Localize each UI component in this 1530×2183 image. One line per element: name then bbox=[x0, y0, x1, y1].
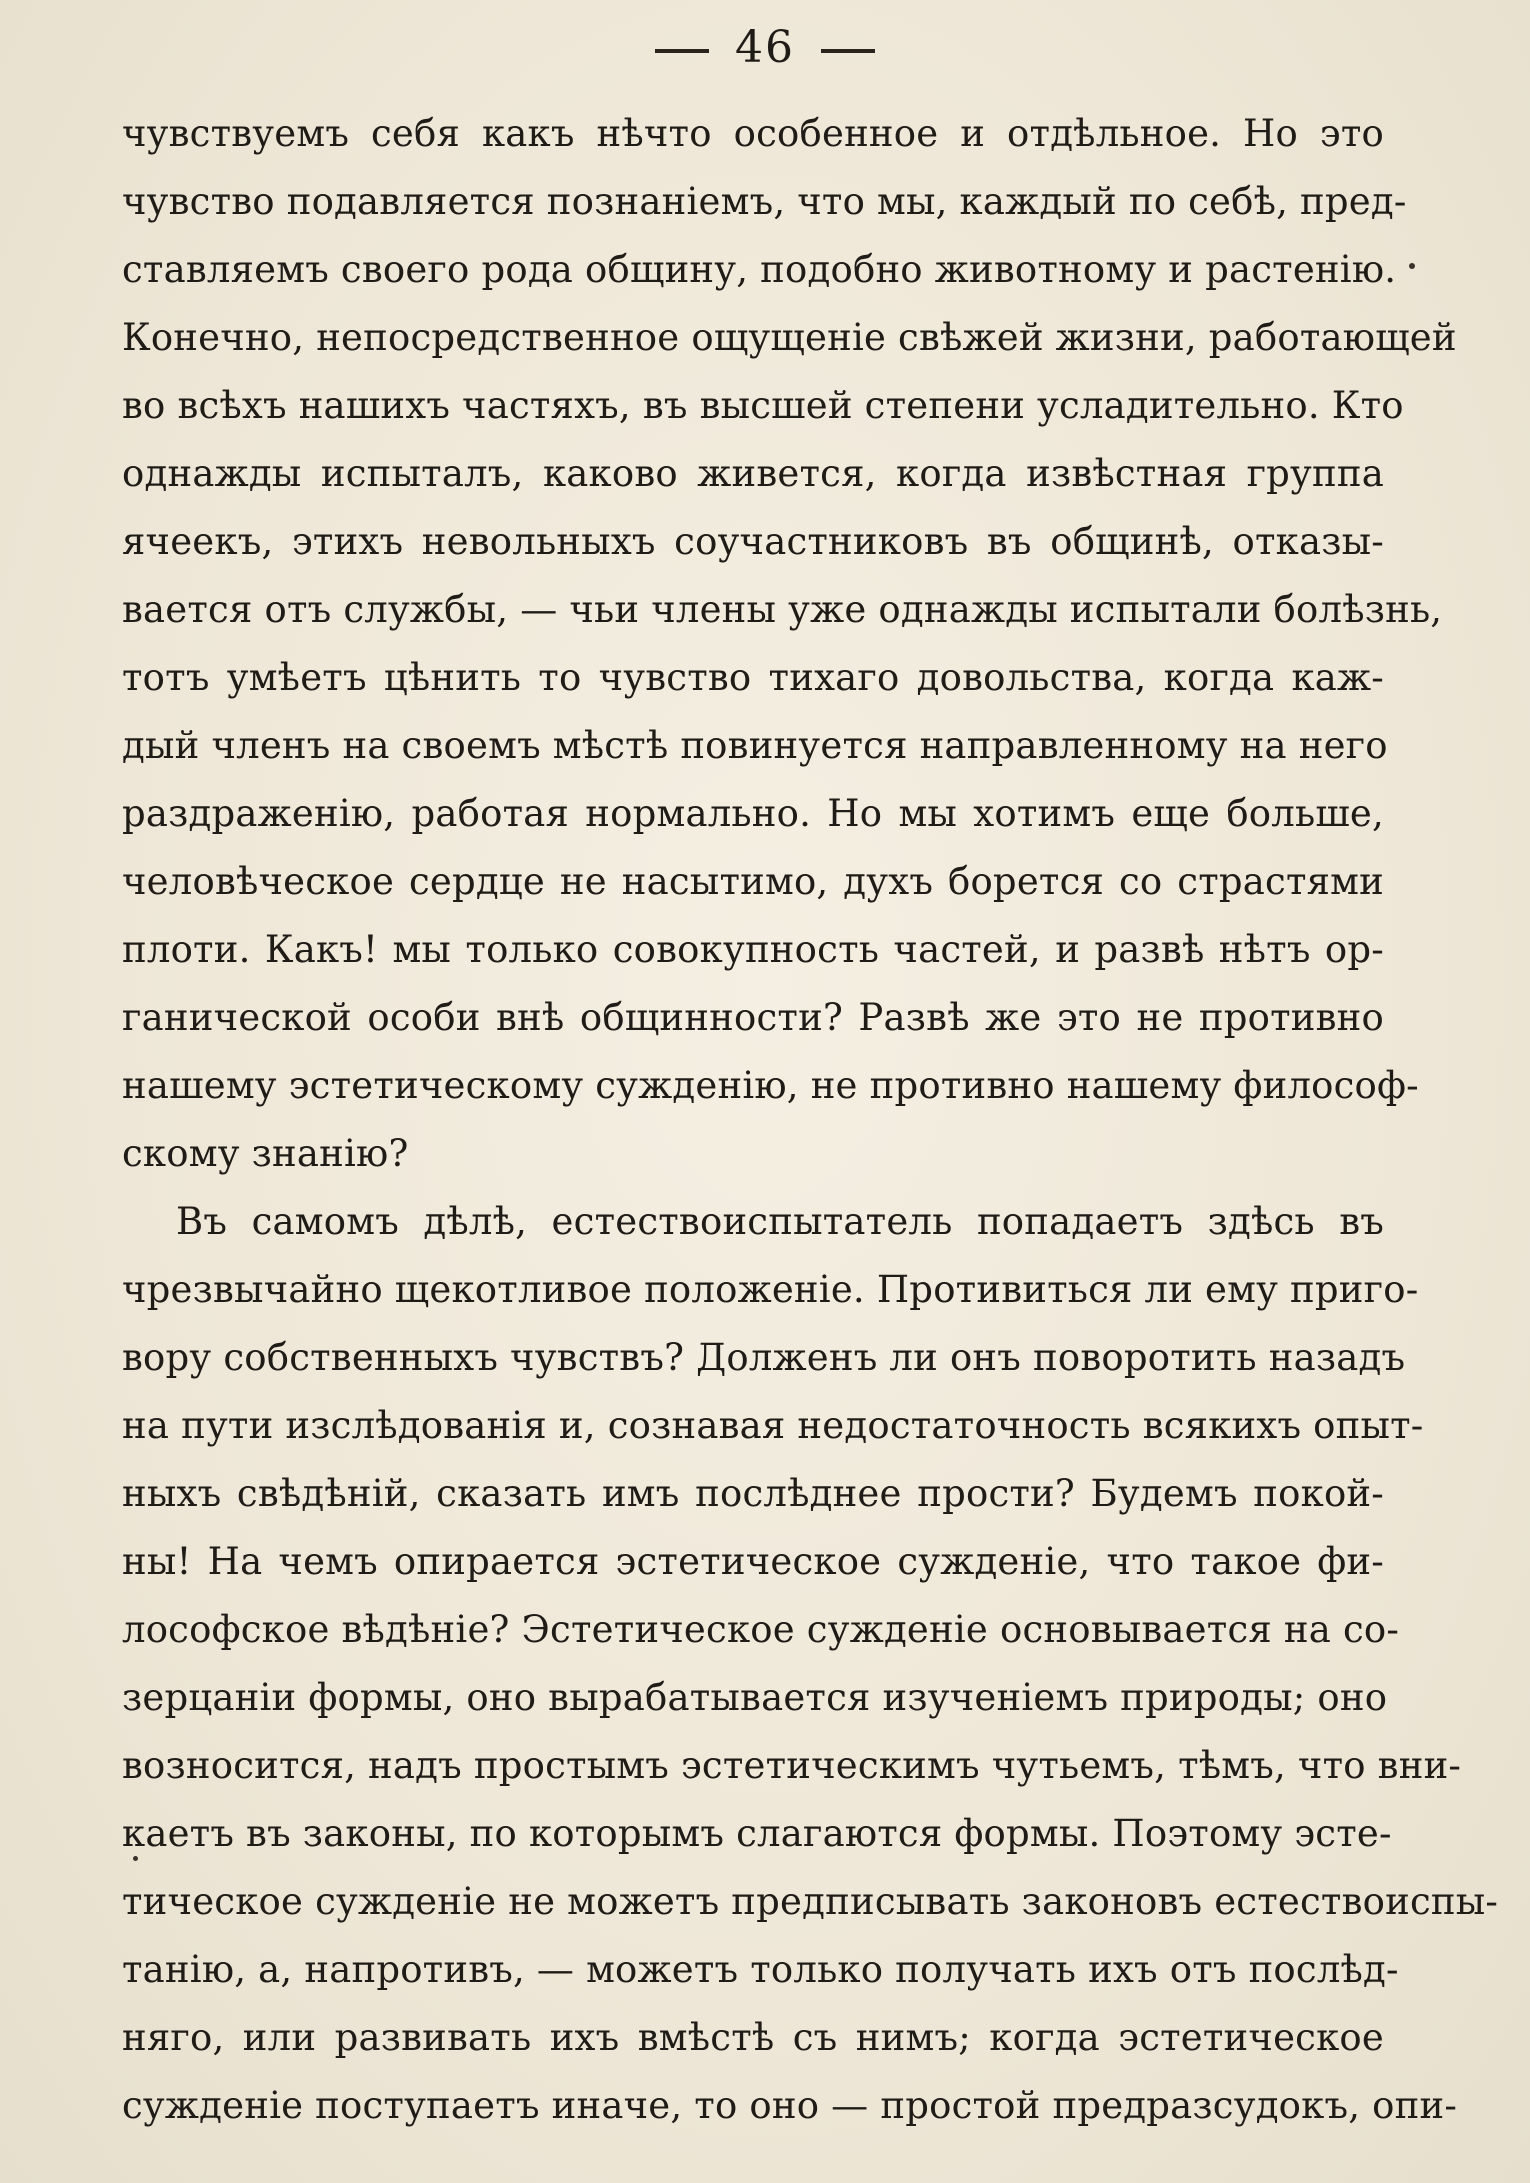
ink-speck bbox=[1409, 263, 1415, 269]
page-header bbox=[0, 22, 1530, 73]
paragraph-end-line: скому знанію? bbox=[122, 1132, 409, 1175]
text-line: однажды испыталъ, каково живется, когда извѣстная группа bbox=[122, 452, 1384, 495]
text-line: ныхъ свѣдѣній, сказать имъ послѣднее прости? Будемъ покой- bbox=[122, 1472, 1384, 1515]
header-dash-left bbox=[655, 49, 709, 53]
text-line: няго, или развивать ихъ вмѣстѣ съ нимъ; когда эстетическое bbox=[122, 2016, 1384, 2059]
text-line: чувствуемъ себя какъ нѣчто особенное и отдѣльное. Но это bbox=[122, 112, 1384, 155]
text-line: вору собственныхъ чувствъ? Долженъ ли онъ поворотить назадъ bbox=[122, 1336, 1406, 1379]
text-line: вается отъ службы, — чьи члены уже однажды испытали болѣзнь, bbox=[122, 588, 1443, 631]
text-line: ны! На чемъ опирается эстетическое сужденіе, что такое фи- bbox=[122, 1540, 1384, 1583]
text-line: ячеекъ, этихъ невольныхъ соучастниковъ въ общинѣ, отказы- bbox=[122, 520, 1384, 563]
text-line: тическое сужденіе не можетъ предписывать законовъ естествоиспы- bbox=[122, 1880, 1499, 1923]
text-line: раздраженію, работая нормально. Но мы хотимъ еще больше, bbox=[122, 792, 1384, 835]
text-line: лософское вѣдѣніе? Эстетическое сужденіе основывается на со- bbox=[122, 1608, 1400, 1651]
page-number: 46 bbox=[735, 22, 795, 73]
text-line: танію, а, напротивъ, — можетъ только получать ихъ отъ послѣд- bbox=[122, 1948, 1399, 1991]
text-line: зерцаніи формы, оно вырабатывается изученіемъ природы; оно bbox=[122, 1676, 1388, 1719]
text-line: на пути изслѣдованія и, сознавая недостаточность всякихъ опыт- bbox=[122, 1404, 1424, 1447]
text-line: каетъ въ законы, по которымъ слагаются формы. Поэтому эсте- bbox=[122, 1812, 1392, 1855]
header-dash-right bbox=[821, 49, 875, 53]
text-line: возносится, надъ простымъ эстетическимъ чутьемъ, тѣмъ, что вни- bbox=[122, 1744, 1462, 1787]
text-line: нашему эстетическому сужденію, не противно нашему философ- bbox=[122, 1064, 1419, 1107]
text-line: чувство подавляется познаніемъ, что мы, каждый по себѣ, пред- bbox=[122, 180, 1407, 223]
text-line: дый членъ на своемъ мѣстѣ повинуется направленному на него bbox=[122, 724, 1388, 767]
ink-speck bbox=[133, 1856, 138, 1861]
text-line: ставляемъ своего рода общину, подобно животному и растенію. bbox=[122, 248, 1397, 291]
body-text bbox=[122, 100, 1499, 2140]
text-line: тотъ умѣетъ цѣнить то чувство тихаго довольства, когда каж- bbox=[122, 656, 1384, 699]
text-line: плоти. Какъ! мы только совокупность частей, и развѣ нѣтъ ор- bbox=[122, 928, 1384, 971]
text-line: Конечно, непосредственное ощущеніе свѣжей жизни, работающей bbox=[122, 316, 1457, 359]
text-line: во всѣхъ нашихъ частяхъ, въ высшей степени усладительно. Кто bbox=[122, 384, 1404, 427]
text-line: человѣческое сердце не насытимо, духъ борется со страстями bbox=[122, 860, 1384, 903]
text-line: чрезвычайно щекотливое положеніе. Противиться ли ему приго- bbox=[122, 1268, 1419, 1311]
text-line: ганической особи внѣ общинности? Развѣ же это не противно bbox=[122, 996, 1384, 1039]
text-line: сужденіе поступаетъ иначе, то оно — простой предразсудокъ, опи- bbox=[122, 2084, 1458, 2127]
paragraph-start-line: Въ самомъ дѣлѣ, естествоиспытатель попадаетъ здѣсь въ bbox=[176, 1200, 1384, 1243]
